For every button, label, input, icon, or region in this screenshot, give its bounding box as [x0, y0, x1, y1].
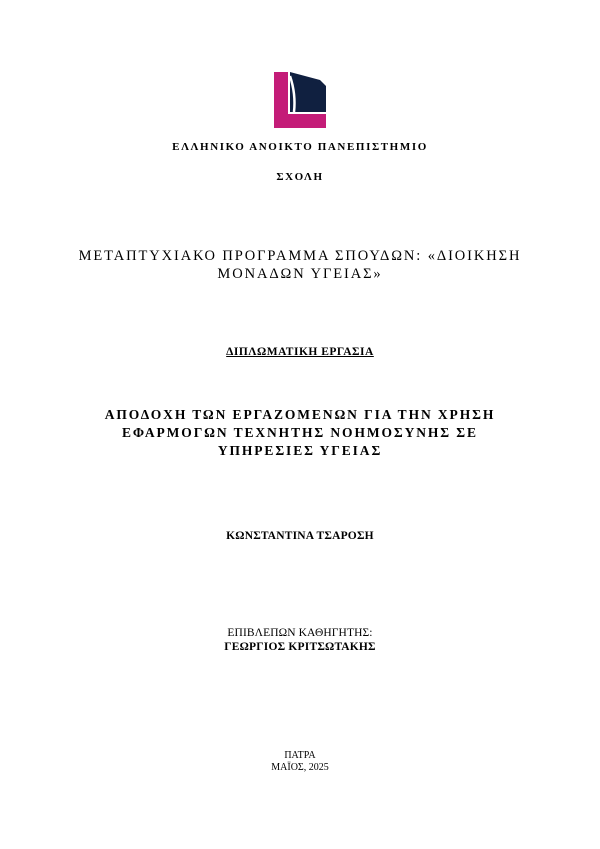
program-title-line-1: ΜΕΤΑΠΤΥΧΙΑΚΟ ΠΡΟΓΡΑΜΜΑ ΣΠΟΥΔΩΝ: «ΔΙΟΙΚΗΣΗ [78, 248, 522, 264]
city: ΠΑΤΡΑ [284, 750, 316, 761]
author-name: ΚΩΝΣΤΑΝΤΙΝΑ ΤΣΑΡΟΣΗ [226, 530, 374, 542]
program-title-line-2: ΜΟΝΑΔΩΝ ΥΓΕΙΑΣ» [217, 266, 383, 282]
supervisor-name: ΓΕΩΡΓΙΟΣ ΚΡΙΤΣΩΤΑΚΗΣ [224, 641, 376, 653]
school-name: ΣΧΟΛΗ [276, 171, 324, 183]
university-logo-icon [274, 72, 326, 128]
university-name: ΕΛΛΗΝΙΚΟ ΑΝΟΙΚΤΟ ΠΑΝΕΠΙΣΤΗΜΙΟ [172, 141, 428, 153]
date: ΜΑΪΟΣ, 2025 [271, 762, 329, 773]
thesis-title-line-3: ΥΠΗΡΕΣΙΕΣ ΥΓΕΙΑΣ [217, 443, 383, 458]
thesis-title-line-2: ΕΦΑΡΜΟΓΩΝ ΤΕΧΝΗΤΗΣ ΝΟΗΜΟΣΥΝΗΣ ΣΕ [122, 425, 478, 440]
thesis-type: ΔΙΠΛΩΜΑΤΙΚΗ ΕΡΓΑΣΙΑ [226, 346, 374, 358]
thesis-title-line-1: ΑΠΟΔΟΧΗ ΤΩΝ ΕΡΓΑΖΟΜΕΝΩΝ ΓΙΑ ΤΗΝ ΧΡΗΣΗ [104, 407, 496, 422]
supervisor-label: ΕΠΙΒΛΕΠΩΝ ΚΑΘΗΓΗΤΗΣ: [227, 627, 373, 639]
